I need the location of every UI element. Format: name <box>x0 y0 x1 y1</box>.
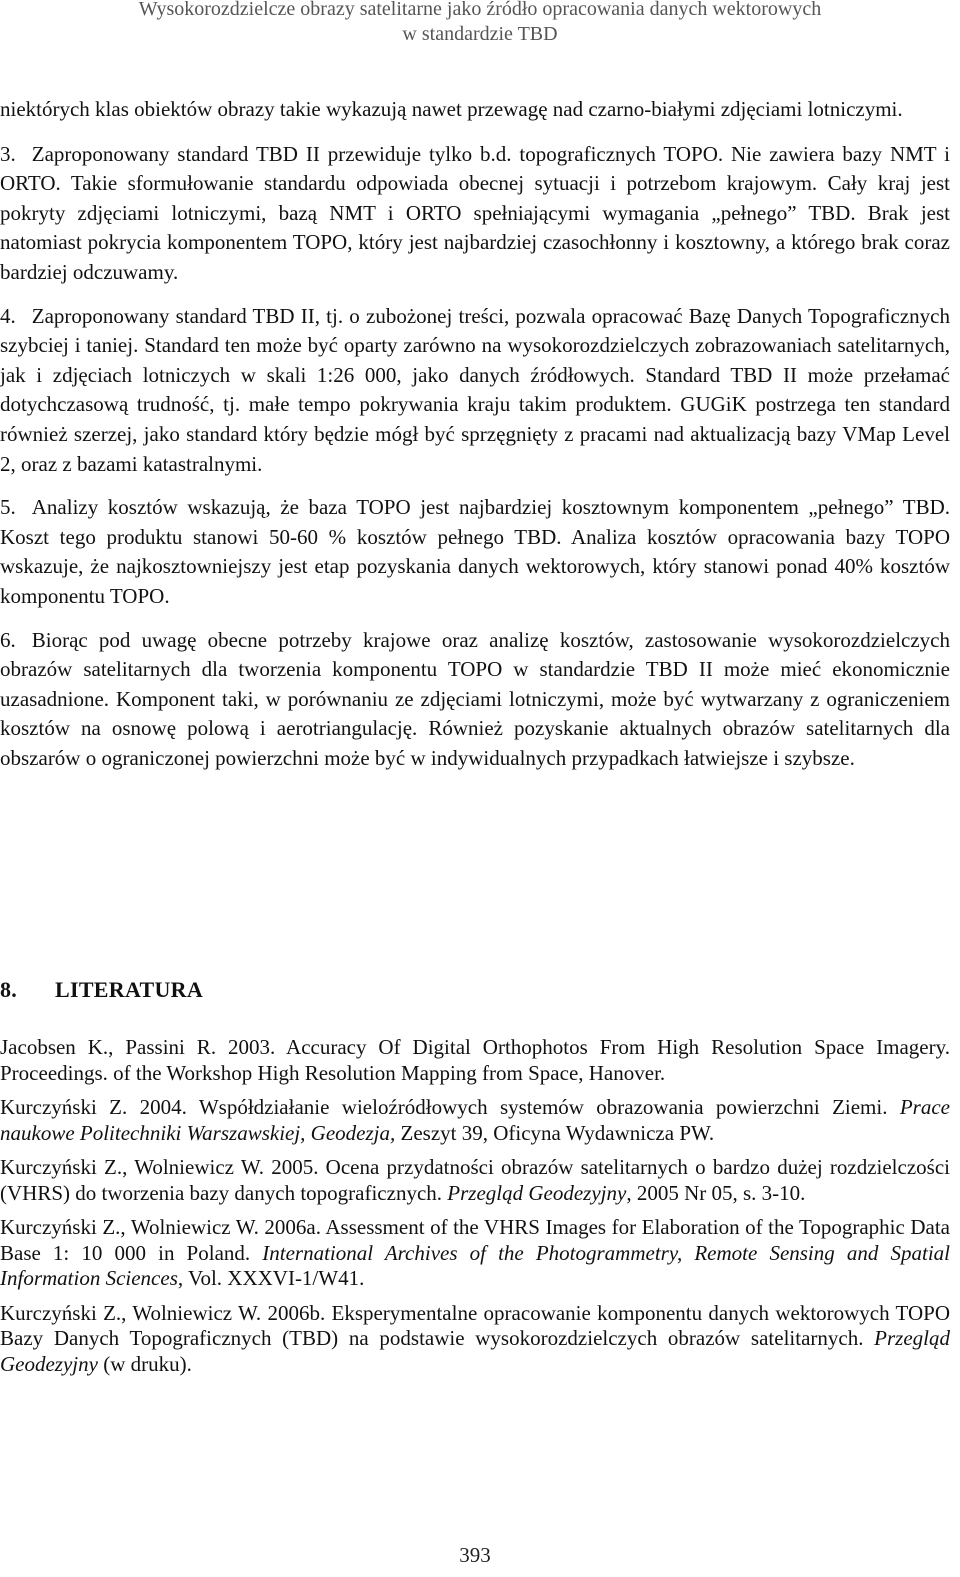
reference-text: Kurczyński Z., Wolniewicz W. 2005. Ocena przydatności obrazów satelitarnych o bardzo dużej rozdzielczości (VHRS) do tworzenia bazy danych topograficznych. <box>0 1155 950 1205</box>
item-text: Zaproponowany standard TBD II przewiduje tylko b.d. topograficznych TOPO. Nie zawiera bazy NMT i ORTO. Takie sformułowanie standardu odpowiada obecnej sytuacji i potrzebom krajowym. Cały kraj jest pokryty zdjęciami lotniczymi, bazą NMT i ORTO spełniającymi wymagania „pełnego” TBD. Brak jest natomiast pokrycia komponentem TOPO, który jest najbardziej czasochłonny i kosztowny, a którego brak coraz bardziej odczuwamy. <box>0 141 950 284</box>
conclusions-body <box>0 95 950 787</box>
reference-source: Prace naukowe Politechniki Warszawskiej, Geodezja, <box>0 1095 950 1145</box>
header-line-2: w standardzie TBD <box>402 23 558 45</box>
reference-text: Kurczyński Z. 2004. Współdziałanie wieloźródłowych systemów obrazowania powierzchni Ziemi. <box>0 1095 900 1119</box>
reference-details: , Vol. XXXVI-1/W41. <box>177 1266 365 1290</box>
item-number: 4. <box>0 303 16 328</box>
reference-list <box>0 1035 950 1386</box>
section-heading-literatura <box>0 977 203 1003</box>
reference-item <box>0 1095 950 1146</box>
reference-text: Jacobsen K., Passini R. 2003. Accuracy Of Digital Orthophotos From High Resolution Space Imagery. Proceedings. of the Workshop High Resolution Mapping from Space, Hanover. <box>0 1035 950 1085</box>
reference-details: (w druku). <box>97 1351 192 1376</box>
reference-item <box>0 1215 950 1292</box>
reference-text: Kurczyński Z., Wolniewicz W. 2006b. Eksperymentalne opracowanie komponentu danych wektorowych TOPO Bazy Danych Topograficznych (TBD) na podstawie wysokorozdzielczych obrazów satelitarnych. <box>0 1300 950 1350</box>
header-line-1: Wysokorozdzielcze obrazy satelitarne jako źródło opracowania danych wektorowych <box>138 0 822 20</box>
reference-source: International Archives of the Photogrammetry, Remote Sensing and Spatial Information Sciences <box>0 1240 950 1290</box>
conclusion-item-6 <box>0 626 950 774</box>
reference-details: , 2005 Nr 05, s. 3-10. <box>626 1180 806 1205</box>
continuation-paragraph: niektórych klas obiektów obrazy takie wykazują nawet przewagę nad czarno-białymi zdjęciami lotniczymi. <box>0 97 903 121</box>
reference-source: Przegląd Geodezyjny <box>0 1326 950 1376</box>
reference-details: Zeszyt 39, Oficyna Wydawnicza PW. <box>395 1120 715 1145</box>
item-text: Zaproponowany standard TBD II, tj. o zubożonej treści, pozwala opracować Bazę Danych Topograficznych szybciej i taniej. Standard ten może być oparty zarówno na wysokorozdzielczych zobrazowaniach satelitarnych, jak i zdjęciach lotniczych w skali 1:26 000, jako danych źródłowych. Standard TBD II może przełamać dotychczasową trudność, tj. małe tempo pokrywania kraju takim produktem. GUGiK postrzega ten standard również szerzej, jako standard który będzie mógł być sprzęgnięty z pracami nad aktualizacją bazy VMap Level 2, oraz z bazami katastralnymi. <box>0 303 950 476</box>
reference-item <box>0 1301 950 1378</box>
conclusion-item-4 <box>0 302 950 480</box>
item-text: Biorąc pod uwagę obecne potrzeby krajowe oraz analizę kosztów, zastosowanie wysokorozdzielczych obrazów satelitarnych dla tworzenia komponentu TOPO w standardzie TBD II może mieć ekonomicznie uzasadnione. Komponent taki, w porównaniu ze zdjęciami lotniczymi, może być wytwarzany z ograniczeniem kosztów na osnowę polową i aerotriangulację. Również pozyskanie aktualnych obrazów satelitarnych dla obszarów o ograniczonej powierzchni może być w indywidualnych przypadkach łatwiejsze i szybsze. <box>0 627 950 770</box>
reference-item <box>0 1155 950 1206</box>
item-number: 6. <box>0 627 16 652</box>
reference-text: Kurczyński Z., Wolniewicz W. 2006a. Assessment of the VHRS Images for Elaboration of the Topographic Data Base 1: 10 000 in Poland. <box>0 1215 950 1265</box>
item-text: Analizy kosztów wskazują, że baza TOPO jest najbardziej kosztownym komponentem „pełnego” TBD. Koszt tego produktu stanowi 50-60 % kosztów pełnego TBD. Analiza kosztów opracowania bazy TOPO wskazuje, że najkosztowniejszy jest etap pozyskania danych wektorowych, który stanowi ponad 40% kosztów komponentu TOPO. <box>0 495 950 608</box>
running-header <box>0 0 960 47</box>
section-number: 8. <box>0 977 18 1002</box>
item-number: 5. <box>0 495 16 520</box>
conclusion-item-3 <box>0 140 950 288</box>
conclusion-item-5 <box>0 493 950 611</box>
section-title: LITERATURA <box>55 977 204 1002</box>
reference-item <box>0 1035 950 1086</box>
reference-source: Przegląd Geodezyjny <box>447 1180 627 1205</box>
item-number: 3. <box>0 141 16 166</box>
page-number: 393 <box>459 1543 491 1567</box>
